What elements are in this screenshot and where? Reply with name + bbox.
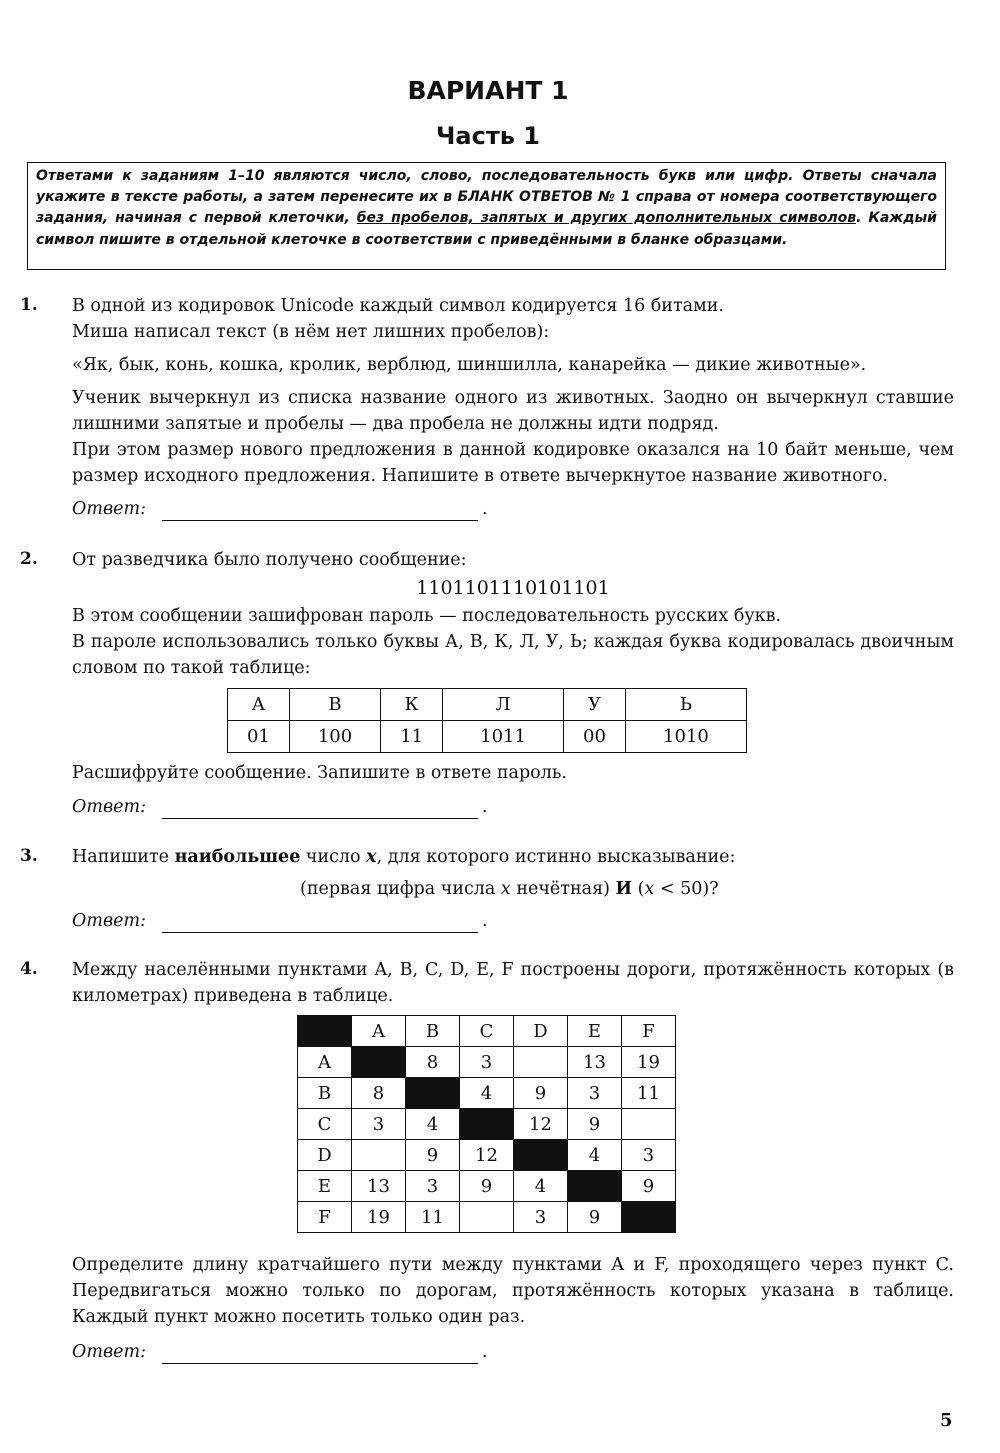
- task3-text: число: [300, 847, 367, 867]
- task1-answer-line[interactable]: [162, 500, 478, 521]
- code-table-cell: 1010: [625, 721, 746, 753]
- distance-table-header: E: [568, 1016, 622, 1047]
- part-title: Часть 1: [436, 122, 540, 150]
- distance-table-cell: 9: [460, 1171, 514, 1202]
- task2-line2: В этом сообщении зашифрован пароль — последовательность русских букв.: [72, 606, 782, 626]
- distance-table-cell: [406, 1078, 460, 1109]
- task4-number: 4.: [20, 959, 38, 979]
- task3-condition: [300, 876, 800, 902]
- variant-title: ВАРИАНТ 1: [407, 76, 569, 105]
- distance-table-cell: 3: [622, 1140, 676, 1171]
- distance-table-cell: 12: [514, 1109, 568, 1140]
- distance-table-cell: 12: [460, 1140, 514, 1171]
- task3-answer-dot: .: [482, 911, 488, 931]
- task2-after: Расшифруйте сообщение. Запишите в ответе пароль.: [72, 763, 567, 783]
- code-table-cell: Л: [443, 689, 564, 721]
- task3-bold: наибольшее: [174, 847, 301, 867]
- code-table-cell: 100: [289, 721, 380, 753]
- task1-quote: «Як, бык, конь, кошка, кролик, верблюд, шиншилла, канарейка — дикие животные».: [72, 355, 867, 375]
- distance-table-cell: 3: [406, 1171, 460, 1202]
- distance-table-row-header: E: [298, 1171, 352, 1202]
- task1-number: 1.: [20, 295, 38, 315]
- instructions-text-end: . Каждый символ пишите в отдельной клеточке в соответствии с приведёнными в бланке образцами.: [36, 210, 937, 248]
- distance-table-row-header: F: [298, 1202, 352, 1233]
- instructions-text: Ответами к заданиям 1–10 являются число, слово, последовательность букв или цифр. Ответы сначала укажите в тексте работы, а затем перенесите их в БЛАНК ОТВЕТОВ № 1 справа от номера соответствующего задания, начиная с первой клеточки,: [36, 168, 937, 227]
- code-table-cell: Ь: [625, 689, 746, 721]
- task2-message: 1101101110101101: [416, 577, 610, 599]
- task4-after: Определите длину кратчайшего пути между пунктами A и F, проходящего через пункт C. Передвигаться можно только по дорогам, протяжённость которых указана в таблице. Каждый пункт можно посетить только один раз.: [72, 1255, 954, 1327]
- task4-answer-label: Ответ:: [72, 1342, 146, 1362]
- code-table-cell: К: [381, 689, 443, 721]
- task3-cond-variable: x: [500, 879, 511, 899]
- distance-table-row: [298, 1171, 676, 1202]
- task3-answer-label: Ответ:: [72, 911, 146, 931]
- task1-answer-label: Ответ:: [72, 499, 146, 519]
- distance-table-cell: [352, 1047, 406, 1078]
- distance-table-cell: 19: [622, 1047, 676, 1078]
- task3-text: , для которого истинно высказывание:: [376, 847, 736, 867]
- distance-table-cell: 9: [622, 1171, 676, 1202]
- code-table: [227, 688, 747, 753]
- distance-table-cell: 3: [568, 1078, 622, 1109]
- task1-para2: При этом размер нового предложения в данной кодировке оказался на 10 байт меньше, чем размер исходного предложения. Напишите в ответе вычеркнутое название животного.: [72, 440, 954, 486]
- task1-line2: Миша написал текст (в нём нет лишних пробелов):: [72, 322, 550, 342]
- distance-table-cell: [460, 1202, 514, 1233]
- task2-answer-line[interactable]: [162, 798, 478, 819]
- task3-cond-text: (: [632, 879, 645, 899]
- code-table-cell: 11: [381, 721, 443, 753]
- task2-answer-dot: .: [482, 797, 488, 817]
- distance-table-cell: 4: [514, 1171, 568, 1202]
- task4-answer-dot: .: [482, 1342, 488, 1362]
- distance-table-cell: 8: [352, 1078, 406, 1109]
- distance-table-cell: [460, 1109, 514, 1140]
- distance-table-header: B: [406, 1016, 460, 1047]
- distance-table-row: [298, 1047, 676, 1078]
- distance-table: [297, 1015, 676, 1233]
- task1-line1: В одной из кодировок Unicode каждый символ кодируется 16 битами.: [72, 296, 724, 316]
- code-table-cell: В: [289, 689, 380, 721]
- distance-table-cell: 3: [514, 1202, 568, 1233]
- distance-table-row-header: C: [298, 1109, 352, 1140]
- task3-number: 3.: [20, 846, 38, 866]
- distance-table-cell: 8: [406, 1047, 460, 1078]
- task3-cond-text: нечётная): [510, 879, 616, 899]
- distance-table-cell: 11: [622, 1078, 676, 1109]
- code-table-cell: А: [228, 689, 290, 721]
- task1-para1: Ученик вычеркнул из списка название одного из животных. Заодно он вычеркнул ставшие лишними запятые и пробелы — два пробела не должны идти подряд.: [72, 388, 954, 434]
- task3-cond-variable: x: [644, 879, 655, 899]
- page-number: 5: [940, 1410, 953, 1431]
- task3-variable: x: [366, 847, 377, 867]
- distance-table-cell: 3: [352, 1109, 406, 1140]
- distance-table-cell: 13: [352, 1171, 406, 1202]
- distance-table-cell: 9: [568, 1109, 622, 1140]
- task3-text: Напишите: [72, 847, 175, 867]
- task2-para: В пароле использовались только буквы А, В, К, Л, У, Ь; каждая буква кодировалась двоичным словом по такой таблице:: [72, 632, 954, 678]
- distance-table-header-row: [298, 1016, 676, 1047]
- task3-cond-and: И: [615, 879, 633, 899]
- distance-table-cell: [514, 1047, 568, 1078]
- code-table-cell: У: [564, 689, 626, 721]
- code-table-letters-row: [228, 689, 747, 721]
- distance-table-row-header: B: [298, 1078, 352, 1109]
- code-table-cell: 01: [228, 721, 290, 753]
- distance-table-row-header: A: [298, 1047, 352, 1078]
- instructions-box: [27, 162, 946, 270]
- distance-table-header: A: [352, 1016, 406, 1047]
- code-table-codes-row: [228, 721, 747, 753]
- task3-cond-text: < 50)?: [654, 879, 719, 899]
- code-table-cell: 00: [564, 721, 626, 753]
- distance-table-row-header: D: [298, 1140, 352, 1171]
- distance-table-corner: [298, 1016, 352, 1047]
- distance-table-cell: 4: [460, 1078, 514, 1109]
- distance-table-cell: 19: [352, 1202, 406, 1233]
- distance-table-cell: 9: [568, 1202, 622, 1233]
- distance-table-cell: 4: [568, 1140, 622, 1171]
- distance-table-cell: 9: [406, 1140, 460, 1171]
- task2-number: 2.: [20, 549, 38, 569]
- task2-line1: От разведчика было получено сообщение:: [72, 550, 467, 570]
- distance-table-cell: 4: [406, 1109, 460, 1140]
- task4-answer-line[interactable]: [162, 1343, 478, 1364]
- distance-table-row: [298, 1140, 676, 1171]
- task2-answer-label: Ответ:: [72, 797, 146, 817]
- distance-table-row: [298, 1078, 676, 1109]
- distance-table-cell: [352, 1140, 406, 1171]
- distance-table-header: D: [514, 1016, 568, 1047]
- distance-table-cell: 11: [406, 1202, 460, 1233]
- distance-table-cell: [568, 1171, 622, 1202]
- instructions-underlined: без пробелов, запятых и других дополнительных символов: [356, 210, 857, 227]
- distance-table-cell: 9: [514, 1078, 568, 1109]
- task1-answer-dot: .: [482, 499, 488, 519]
- task3-cond-text: (первая цифра числа: [300, 879, 501, 899]
- task3-answer-line[interactable]: [162, 912, 478, 933]
- distance-table-cell: [622, 1202, 676, 1233]
- distance-table-cell: 3: [460, 1047, 514, 1078]
- distance-table-row: [298, 1202, 676, 1233]
- distance-table-cell: [622, 1109, 676, 1140]
- distance-table-row: [298, 1109, 676, 1140]
- distance-table-cell: 13: [568, 1047, 622, 1078]
- distance-table-cell: [514, 1140, 568, 1171]
- task3-question: [72, 844, 954, 870]
- task4-intro: Между населёнными пунктами A, B, C, D, E, F построены дороги, протяжённость которых (в километрах) приведена в таблице.: [72, 960, 954, 1006]
- distance-table-header: F: [622, 1016, 676, 1047]
- distance-table-header: C: [460, 1016, 514, 1047]
- code-table-cell: 1011: [443, 721, 564, 753]
